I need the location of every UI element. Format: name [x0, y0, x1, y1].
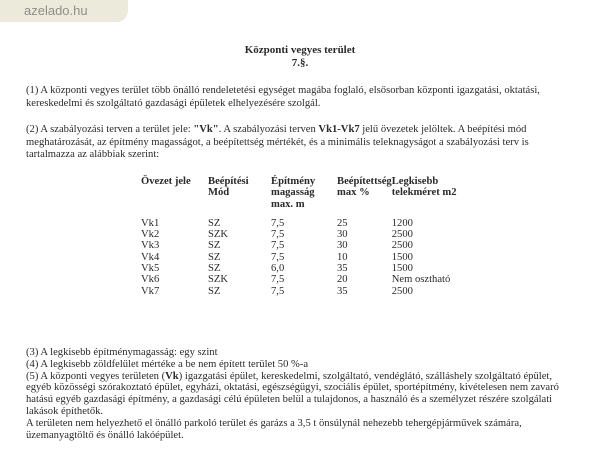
table-row [141, 286, 462, 297]
zone-code-vk-inline: Vk [165, 370, 179, 382]
paragraphs-3-to-6 [26, 347, 578, 441]
section-number: 7.§. [291, 57, 309, 69]
table-cell: 7,5 [271, 274, 285, 286]
table-row [141, 229, 462, 240]
table-cell: 1200 [391, 217, 413, 229]
paragraph-3: (3) A legkisebb építménymagasság: egy szint [26, 347, 218, 358]
table-cell: SZ [208, 263, 221, 275]
paragraph-6: A területen nem helyezhető el önálló parkoló terület és garázs a 3,5 t önsúlynál nehezebb tehergépjárművek számára, üzemanyagtöltő és önálló lakóépület. [26, 417, 522, 441]
table-cell: Vk7 [141, 285, 160, 297]
table-row [141, 252, 462, 263]
table-header-row [141, 176, 462, 218]
column-header-coverage: Beépítettség max % [337, 176, 392, 199]
table-cell: 20 [337, 274, 348, 286]
paragraph-5 [26, 371, 578, 418]
table-cell: 10 [337, 251, 348, 263]
zone-code-vk: "Vk" [193, 124, 219, 135]
table-cell: SZ [208, 285, 221, 297]
site-watermark-badge: azelado.hu [0, 0, 128, 22]
table-cell: Vk5 [141, 263, 160, 275]
table-cell: 2500 [391, 229, 413, 241]
table-row [141, 263, 462, 274]
column-header-build-mode: Beépítési Mód [208, 176, 249, 199]
table-cell: 30 [337, 229, 348, 241]
table-cell: 35 [337, 263, 348, 275]
paragraph-2 [26, 124, 576, 162]
table-cell: Vk3 [141, 240, 160, 252]
table-cell: SZ [208, 251, 221, 263]
paragraph-5-text-b: ) igazgatási épület, kereskedelmi, szolgáltató, vendéglátó, szálláshely szolgáltató épület, egyéb közösségi szórakoztató épület, egyházi, oktatási, egészségügyi, szociális épület, sportépítmény, kivételesen nem zavaró hatású egyéb gazdasági építmény, a gazdasági célú épületen belül a tulajdonos, a használó és a személyzet részére szolgálati lakások építhetők. [26, 370, 559, 417]
table-cell: 7,5 [271, 229, 285, 241]
column-header-plot-size: Legkisebb telekméret m2 [391, 176, 457, 199]
page-title: Központi vegyes terület [244, 44, 356, 56]
paragraph-2-text-a: (2) A szabályozási terven a terület jele: [26, 124, 194, 135]
column-header-height: Építmény magasság max. m [271, 176, 316, 210]
table-cell: Vk2 [141, 229, 160, 241]
table-cell: 7,5 [271, 217, 285, 229]
table-cell: SZ [208, 240, 221, 252]
table-cell: 35 [337, 285, 348, 297]
table-row [141, 274, 462, 285]
paragraph-1-text: (1) A központi vegyes terület több önálló rendeletetési egységet magába foglaló, elsősorban központi igazgatási, oktatási, kereskedelmi és szolgáltató gazdasági épületek elhelyezésére szolgál. [26, 85, 540, 109]
table-cell: Vk1 [141, 217, 160, 229]
table-cell: 7,5 [271, 251, 285, 263]
table-cell: Nem osztható [391, 274, 451, 286]
table-cell: Vk6 [141, 274, 160, 286]
paragraph-1 [26, 85, 576, 110]
table-cell: SZ [208, 217, 221, 229]
table-cell: 2500 [391, 285, 413, 297]
table-cell: 7,5 [271, 240, 285, 252]
column-header-zone: Övezet jele [141, 176, 191, 187]
paragraph-5-text-a: (5) A központi vegyes területen ( [26, 370, 166, 382]
table-cell: 1500 [391, 263, 413, 275]
table-cell: 25 [337, 217, 348, 229]
table-cell: SZK [208, 274, 229, 286]
paragraph-2-text-b: . A szabályozási terven [218, 124, 319, 135]
paragraph-2-text-c: jelű övezetek jelöltek. A beépítési mód meghatározását, az építmény magasságot, a beépítettség mértékét, és a minimális teleknagyságot a szabályozási terv is tartalmazza az alábbiak szerint: [26, 124, 529, 161]
table-cell: Vk4 [141, 251, 160, 263]
zoning-table [141, 176, 462, 297]
table-row [141, 218, 462, 229]
paragraph-4: (4) A legkisebb zöldfelület mértéke a be nem épített terület 50 %-a [26, 358, 309, 370]
zone-range-vk1-vk7: Vk1-Vk7 [318, 124, 360, 135]
table-cell: 30 [337, 240, 348, 252]
table-cell: SZK [208, 229, 229, 241]
table-cell: 1500 [391, 251, 413, 263]
table-cell: 6,0 [271, 263, 285, 275]
table-cell: 7,5 [271, 285, 285, 297]
table-cell: 2500 [391, 240, 413, 252]
table-row [141, 240, 462, 251]
